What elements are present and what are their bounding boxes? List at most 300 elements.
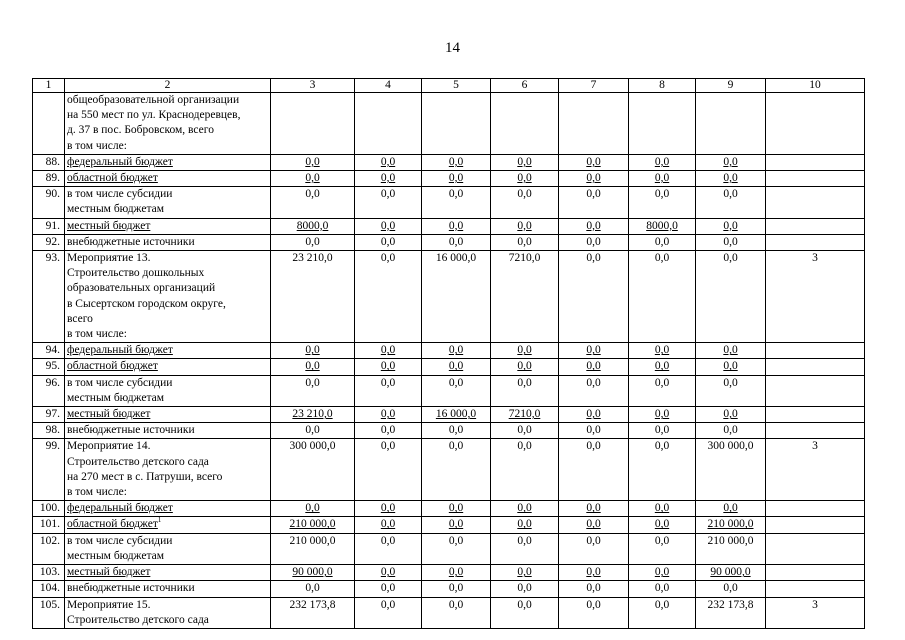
row-number: 90. [33, 187, 65, 218]
value-text: 0,0 [723, 344, 738, 357]
value-cell [355, 565, 422, 581]
value-cell: 0,0 [422, 423, 491, 439]
value-text: 0,0 [380, 155, 396, 168]
value-cell [766, 407, 865, 423]
value-text: 0,0 [380, 360, 396, 373]
value-text: 0,0 [723, 408, 738, 421]
value-cell: 0,0 [422, 533, 491, 564]
value-cell: 232 173,8 [271, 597, 355, 628]
value-cell [271, 343, 355, 359]
row-number: 104. [33, 581, 65, 597]
row-number: 91. [33, 218, 65, 234]
value-cell [629, 407, 696, 423]
value-cell [629, 359, 696, 375]
table-row [33, 501, 865, 517]
value-cell: 0,0 [696, 375, 766, 406]
value-cell: 0,0 [271, 375, 355, 406]
value-cell [422, 343, 491, 359]
value-cell: 300 000,0 [271, 439, 355, 501]
row-number [33, 93, 65, 155]
row-number: 93. [33, 251, 65, 343]
row-number: 94. [33, 343, 65, 359]
value-cell: 0,0 [355, 187, 422, 218]
value-text: 0,0 [586, 408, 601, 421]
row-number: 88. [33, 154, 65, 170]
row-description-text: в том числе субсидии местным бюджетам [67, 376, 173, 404]
value-text: 0,0 [654, 566, 670, 579]
table-row [33, 597, 865, 628]
value-text: 0,0 [305, 172, 320, 185]
row-description [65, 439, 271, 501]
header-cell: 2 [65, 79, 271, 93]
value-text: 0,0 [586, 518, 601, 531]
value-cell: 0,0 [629, 597, 696, 628]
value-cell [696, 517, 766, 533]
value-cell [559, 93, 629, 155]
page-number: 14 [445, 40, 460, 56]
value-cell [271, 517, 355, 533]
value-cell [766, 423, 865, 439]
row-description [65, 423, 271, 439]
value-cell: 0,0 [422, 187, 491, 218]
value-cell [766, 187, 865, 218]
value-cell [491, 359, 559, 375]
value-text: 0,0 [654, 344, 670, 357]
value-cell [696, 359, 766, 375]
value-cell [696, 565, 766, 581]
row-description [65, 359, 271, 375]
value-text: 0,0 [654, 518, 670, 531]
value-cell [766, 359, 865, 375]
value-text: 0,0 [305, 344, 320, 357]
table-row [33, 407, 865, 423]
value-text: 0,0 [448, 502, 464, 515]
row-number: 89. [33, 171, 65, 187]
value-cell: 0,0 [559, 581, 629, 597]
row-number: 96. [33, 375, 65, 406]
value-cell: 0,0 [491, 581, 559, 597]
table-row [33, 439, 865, 501]
value-cell: 0,0 [559, 234, 629, 250]
value-cell [559, 565, 629, 581]
value-cell: 0,0 [271, 187, 355, 218]
value-cell [696, 93, 766, 155]
value-text: 0,0 [723, 155, 738, 168]
value-cell: 0,0 [422, 439, 491, 501]
value-text: 0,0 [723, 219, 738, 232]
header-cell: 5 [422, 79, 491, 93]
value-text: 0,0 [654, 155, 670, 168]
value-cell: 0,0 [271, 423, 355, 439]
value-text: 8000,0 [646, 219, 678, 232]
table-row [33, 218, 865, 234]
value-cell [629, 565, 696, 581]
value-cell: 0,0 [696, 234, 766, 250]
value-cell [355, 171, 422, 187]
value-cell [355, 154, 422, 170]
value-text: 0,0 [305, 155, 320, 168]
value-cell [766, 501, 865, 517]
value-text: 0,0 [380, 502, 396, 515]
value-cell [559, 517, 629, 533]
value-text: 0,0 [305, 360, 320, 373]
row-description [65, 375, 271, 406]
value-cell: 0,0 [491, 439, 559, 501]
value-cell [422, 565, 491, 581]
value-cell [491, 171, 559, 187]
value-cell [491, 93, 559, 155]
value-cell: 0,0 [355, 581, 422, 597]
value-text: 90 000,0 [292, 566, 333, 579]
value-text: 0,0 [723, 360, 738, 373]
value-text: 23 210,0 [292, 408, 333, 421]
value-cell [355, 407, 422, 423]
value-text: 0,0 [448, 219, 464, 232]
row-description [65, 407, 271, 423]
value-cell [271, 359, 355, 375]
value-cell: 0,0 [491, 234, 559, 250]
value-cell: 0,0 [629, 251, 696, 343]
row-number: 97. [33, 407, 65, 423]
value-cell [355, 517, 422, 533]
row-description [65, 501, 271, 517]
value-cell: 0,0 [559, 533, 629, 564]
table-row [33, 375, 865, 406]
value-cell [629, 171, 696, 187]
value-text: 0,0 [586, 219, 601, 232]
table-row [33, 423, 865, 439]
value-cell: 0,0 [355, 597, 422, 628]
row-description [65, 187, 271, 218]
value-cell [491, 154, 559, 170]
value-cell: 0,0 [629, 187, 696, 218]
value-cell [766, 533, 865, 564]
value-cell [271, 407, 355, 423]
value-cell [629, 93, 696, 155]
value-cell [629, 501, 696, 517]
value-text: 8000,0 [296, 219, 329, 232]
table-row [33, 187, 865, 218]
value-cell [491, 343, 559, 359]
row-description-text: внебюджетные источники [67, 582, 195, 595]
row-description [65, 581, 271, 597]
value-cell: 0,0 [355, 439, 422, 501]
table-row [33, 359, 865, 375]
value-text: 210 000,0 [289, 518, 336, 531]
value-text: 0,0 [654, 172, 670, 185]
value-text: 210 000,0 [707, 518, 754, 531]
value-cell: 210 000,0 [271, 533, 355, 564]
value-cell: 0,0 [355, 375, 422, 406]
value-cell [355, 93, 422, 155]
row-number: 103. [33, 565, 65, 581]
value-cell [559, 218, 629, 234]
value-cell [766, 154, 865, 170]
value-cell [766, 581, 865, 597]
value-text: 0,0 [586, 155, 601, 168]
value-text: 0,0 [305, 502, 320, 515]
header-cell: 9 [696, 79, 766, 93]
value-cell: 0,0 [491, 187, 559, 218]
value-cell: 232 173,8 [696, 597, 766, 628]
budget-table [32, 78, 865, 629]
row-number: 105. [33, 597, 65, 628]
value-cell [271, 93, 355, 155]
row-description-text: федеральный бюджет [67, 344, 173, 357]
value-text: 0,0 [517, 360, 532, 373]
table-row [33, 251, 865, 343]
value-text: 0,0 [448, 566, 464, 579]
value-cell: 0,0 [355, 251, 422, 343]
row-number: 95. [33, 359, 65, 375]
value-cell: 3 [766, 439, 865, 501]
value-cell [422, 93, 491, 155]
value-text: 0,0 [586, 344, 601, 357]
value-text: 0,0 [448, 155, 464, 168]
row-description-text: областной бюджет [67, 360, 158, 373]
value-cell [766, 234, 865, 250]
value-cell [696, 343, 766, 359]
row-description [65, 597, 271, 628]
value-cell: 0,0 [422, 581, 491, 597]
row-description-text: федеральный бюджет [67, 502, 173, 515]
value-cell: 210 000,0 [696, 533, 766, 564]
row-number: 102. [33, 533, 65, 564]
row-description [65, 171, 271, 187]
value-cell [491, 517, 559, 533]
value-text: 16 000,0 [435, 408, 477, 421]
value-cell [422, 218, 491, 234]
value-text: 0,0 [448, 172, 464, 185]
value-cell [491, 218, 559, 234]
row-description [65, 533, 271, 564]
value-cell [271, 501, 355, 517]
row-description-text: в том числе субсидии местным бюджетам [67, 188, 173, 216]
value-cell: 0,0 [559, 439, 629, 501]
value-text: 7210,0 [508, 408, 541, 421]
value-text: 0,0 [517, 502, 532, 515]
value-cell [491, 565, 559, 581]
value-cell [491, 501, 559, 517]
value-cell [696, 407, 766, 423]
table-row [33, 93, 865, 155]
value-text: 0,0 [517, 518, 532, 531]
value-cell [766, 517, 865, 533]
value-cell [355, 218, 422, 234]
footnote-marker: 1 [157, 516, 162, 525]
value-cell: 0,0 [355, 234, 422, 250]
value-cell: 0,0 [629, 234, 696, 250]
value-cell: 0,0 [559, 375, 629, 406]
value-text: 0,0 [517, 172, 532, 185]
value-cell: 0,0 [696, 581, 766, 597]
value-cell: 0,0 [559, 251, 629, 343]
table-row [33, 171, 865, 187]
value-cell [422, 407, 491, 423]
header-cell: 6 [491, 79, 559, 93]
value-cell [355, 343, 422, 359]
table-row [33, 581, 865, 597]
row-description-text: внебюджетные источники [67, 235, 195, 248]
value-cell: 0,0 [355, 423, 422, 439]
value-cell [559, 343, 629, 359]
row-description-text: общеобразовательной организации на 550 мест по ул. Краснодеревцев, д. 37 в пос. Бобровском, всего в том числе: [67, 94, 241, 152]
value-text: 0,0 [517, 566, 532, 579]
row-number: 100. [33, 501, 65, 517]
value-cell [696, 154, 766, 170]
value-cell [422, 359, 491, 375]
header-cell: 4 [355, 79, 422, 93]
value-cell [559, 359, 629, 375]
value-cell: 0,0 [696, 187, 766, 218]
row-description-text: в том числе субсидии местным бюджетам [67, 534, 173, 562]
value-cell [766, 93, 865, 155]
value-cell [271, 171, 355, 187]
value-text: 0,0 [517, 155, 532, 168]
row-description-text: федеральный бюджет [67, 155, 173, 168]
value-text: 0,0 [586, 502, 601, 515]
row-description-text: областной бюджет [67, 518, 158, 531]
value-text: 0,0 [723, 172, 738, 185]
value-cell: 0,0 [422, 375, 491, 406]
value-text: 0,0 [380, 518, 396, 531]
value-cell [629, 154, 696, 170]
value-text: 0,0 [586, 172, 601, 185]
value-cell [559, 171, 629, 187]
row-description-text: местный бюджет [67, 219, 151, 232]
value-cell: 0,0 [559, 187, 629, 218]
value-cell: 0,0 [696, 251, 766, 343]
value-text: 0,0 [654, 408, 670, 421]
row-number: 99. [33, 439, 65, 501]
row-description-text: Мероприятие 15. Строительство детского сада [67, 598, 209, 626]
value-cell: 0,0 [629, 533, 696, 564]
header-cell: 7 [559, 79, 629, 93]
value-cell [559, 407, 629, 423]
value-cell: 0,0 [271, 234, 355, 250]
value-text: 0,0 [586, 360, 601, 373]
value-cell [271, 154, 355, 170]
value-text: 0,0 [654, 502, 670, 515]
value-cell [629, 343, 696, 359]
value-text: 0,0 [380, 408, 396, 421]
value-cell [559, 501, 629, 517]
row-number: 101. [33, 517, 65, 533]
header-cell: 3 [271, 79, 355, 93]
value-cell [696, 218, 766, 234]
value-cell [696, 501, 766, 517]
value-cell [355, 359, 422, 375]
value-cell: 0,0 [696, 423, 766, 439]
value-cell: 0,0 [271, 581, 355, 597]
value-text: 0,0 [654, 360, 670, 373]
value-text: 0,0 [448, 360, 464, 373]
value-cell: 3 [766, 597, 865, 628]
value-cell: 23 210,0 [271, 251, 355, 343]
value-cell: 0,0 [629, 439, 696, 501]
value-text: 0,0 [517, 219, 532, 232]
value-cell: 0,0 [491, 423, 559, 439]
row-number: 92. [33, 234, 65, 250]
row-description [65, 234, 271, 250]
row-description [65, 517, 271, 533]
row-description-text: областной бюджет [67, 172, 158, 185]
value-cell [766, 343, 865, 359]
table-row [33, 343, 865, 359]
value-cell [559, 154, 629, 170]
value-cell: 0,0 [422, 597, 491, 628]
value-cell [422, 171, 491, 187]
value-cell: 0,0 [559, 597, 629, 628]
table-body [33, 93, 865, 629]
row-description [65, 565, 271, 581]
value-cell: 16 000,0 [422, 251, 491, 343]
value-cell [696, 171, 766, 187]
value-text: 0,0 [448, 518, 464, 531]
row-description-text: Мероприятие 14. Строительство детского сада на 270 мест в с. Патруши, всего в том числе: [67, 440, 223, 499]
value-cell [766, 375, 865, 406]
value-cell [629, 517, 696, 533]
row-description [65, 154, 271, 170]
value-cell [422, 501, 491, 517]
value-cell: 0,0 [422, 234, 491, 250]
value-cell [271, 565, 355, 581]
value-cell: 0,0 [629, 423, 696, 439]
value-cell [422, 517, 491, 533]
header-cell: 10 [766, 79, 865, 93]
row-description-text: местный бюджет [67, 408, 151, 421]
header-cell: 1 [33, 79, 65, 93]
value-cell: 3 [766, 251, 865, 343]
value-cell: 0,0 [491, 597, 559, 628]
row-description [65, 93, 271, 155]
value-text: 0,0 [448, 344, 464, 357]
table-row [33, 533, 865, 564]
row-description-text: местный бюджет [67, 566, 151, 579]
table-row [33, 234, 865, 250]
value-text: 0,0 [586, 566, 601, 579]
header-cell: 8 [629, 79, 696, 93]
value-text: 0,0 [380, 219, 396, 232]
table-row [33, 517, 865, 533]
value-cell [766, 218, 865, 234]
value-cell: 0,0 [355, 533, 422, 564]
value-text: 90 000,0 [710, 566, 751, 579]
value-text: 0,0 [380, 172, 396, 185]
row-description-text: внебюджетные источники [67, 424, 195, 437]
value-cell: 0,0 [559, 423, 629, 439]
value-cell [422, 154, 491, 170]
value-cell: 0,0 [629, 581, 696, 597]
value-cell [766, 171, 865, 187]
value-text: 0,0 [380, 344, 396, 357]
value-cell: 300 000,0 [696, 439, 766, 501]
value-cell [271, 218, 355, 234]
value-cell [491, 407, 559, 423]
header-row [33, 79, 865, 93]
value-text: 0,0 [380, 566, 396, 579]
row-description [65, 218, 271, 234]
value-text: 0,0 [517, 344, 532, 357]
value-cell: 0,0 [629, 375, 696, 406]
table-row [33, 565, 865, 581]
value-cell [629, 218, 696, 234]
value-text: 0,0 [723, 502, 738, 515]
row-number: 98. [33, 423, 65, 439]
row-description [65, 343, 271, 359]
value-cell: 0,0 [491, 375, 559, 406]
value-cell: 7210,0 [491, 251, 559, 343]
